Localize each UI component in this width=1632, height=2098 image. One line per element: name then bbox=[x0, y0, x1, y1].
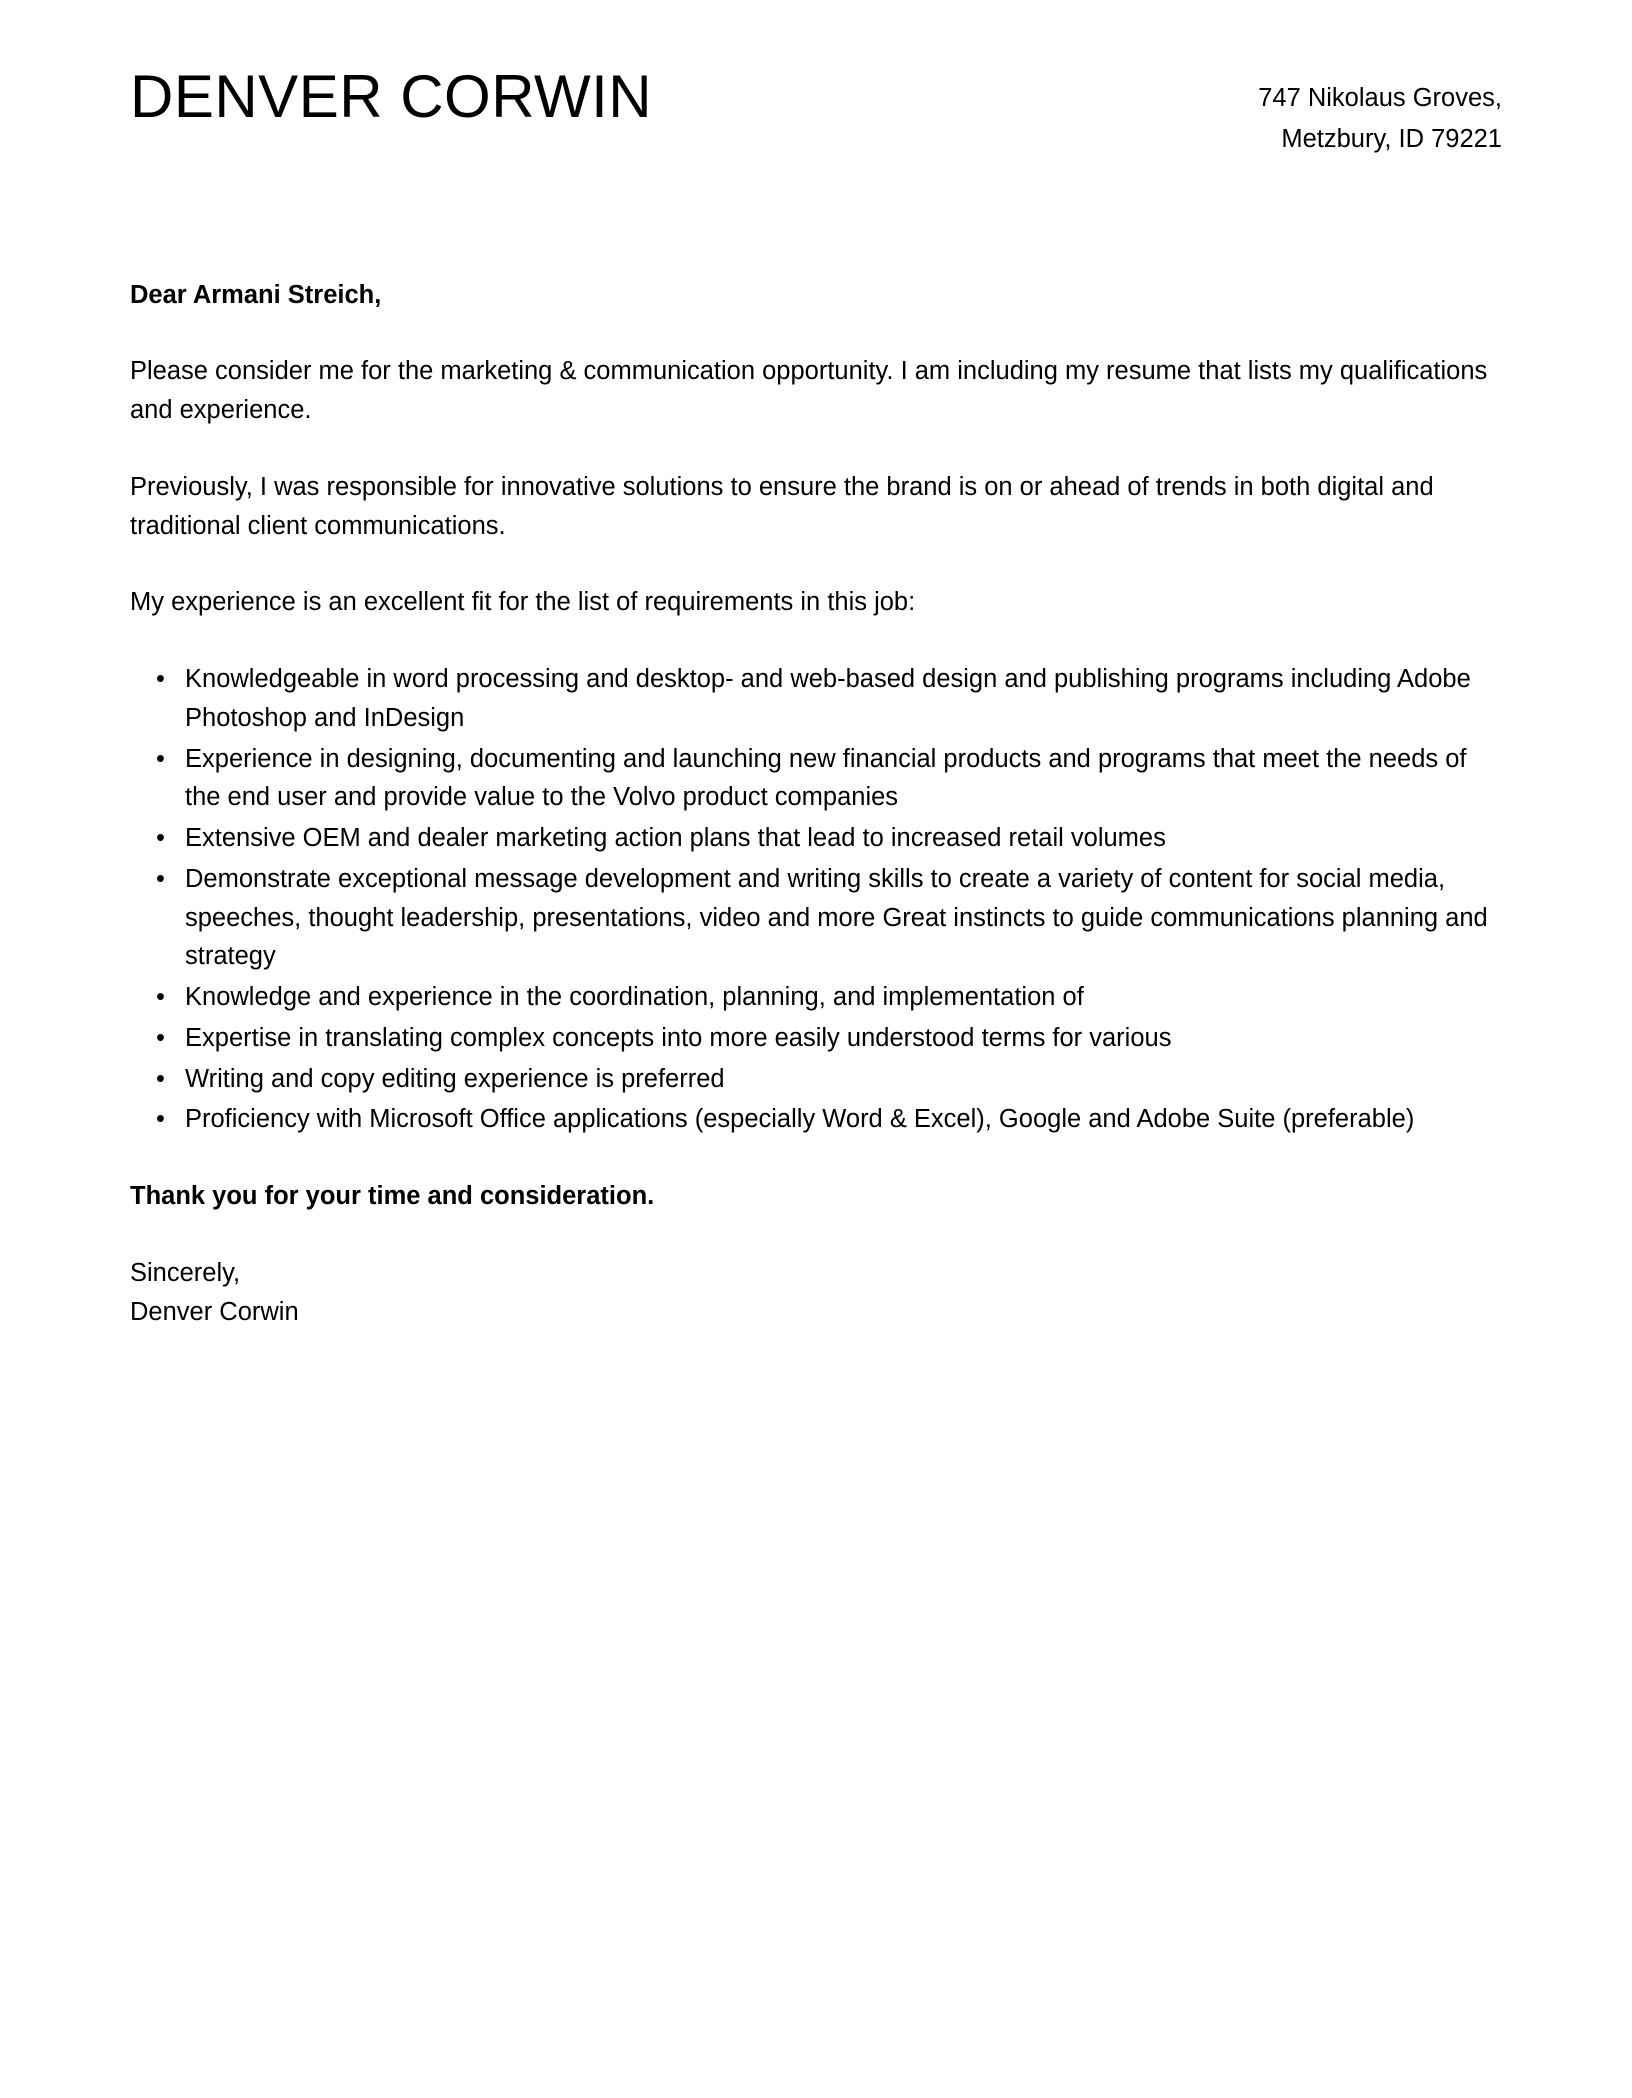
closing-thanks: Thank you for your time and consideration. bbox=[130, 1182, 655, 1211]
page-title: DENVER CORWIN bbox=[130, 63, 653, 130]
list-item-label: Experience in designing, documenting and launching new financial products and programs that meet the needs of the end user and provide value to the Volvo product companies bbox=[185, 744, 1467, 812]
bullet-point-icon: • bbox=[156, 1105, 165, 1134]
list-item bbox=[130, 819, 1502, 858]
experience-paragraph: Previously, I was responsible for innovative solutions to ensure the brand is on or ahead of trends in both digital and traditional client communications. bbox=[130, 472, 1434, 540]
signature-name: Denver Corwin bbox=[130, 1297, 299, 1326]
signoff: Sincerely, bbox=[130, 1258, 241, 1287]
bullet-point-icon: • bbox=[156, 824, 165, 853]
list-item bbox=[130, 1019, 1502, 1058]
sender-address-block bbox=[1258, 62, 1502, 161]
list-item bbox=[130, 1060, 1502, 1099]
address-line-city-state-zip: Metzbury, ID 79221 bbox=[1281, 125, 1502, 154]
list-item-label: Proficiency with Microsoft Office applications (especially Word & Excel), Google and Adobe Suite (preferable) bbox=[185, 1105, 1415, 1134]
bullet-point-icon: • bbox=[156, 744, 165, 773]
list-item bbox=[130, 1100, 1502, 1139]
bullet-point-icon: • bbox=[156, 1064, 165, 1093]
list-item bbox=[130, 978, 1502, 1017]
bullet-point-icon: • bbox=[156, 864, 165, 893]
list-item bbox=[130, 860, 1502, 976]
list-item-label: Knowledgeable in word processing and desktop- and web-based design and publishing programs including Adobe Photoshop and InDesign bbox=[185, 665, 1471, 732]
requirements-list bbox=[130, 660, 1502, 1139]
letter-body bbox=[130, 276, 1502, 1332]
letter-header bbox=[130, 0, 1502, 161]
list-item-label: Extensive OEM and dealer marketing action plans that lead to increased retail volumes bbox=[185, 824, 1166, 853]
signature-block bbox=[130, 1254, 1502, 1332]
bullet-point-icon: • bbox=[156, 983, 165, 1012]
requirements-lead-in: My experience is an excellent fit for the list of requirements in this job: bbox=[130, 588, 916, 617]
intro-paragraph: Please consider me for the marketing & communication opportunity. I am including my resume that lists my qualifications and experience. bbox=[130, 357, 1488, 425]
list-item-label: Knowledge and experience in the coordination, planning, and implementation of bbox=[185, 983, 1084, 1012]
list-item-label: Demonstrate exceptional message development and writing skills to create a variety of content for social media, speeches, thought leadership, presentations, video and more Great instincts to guide communications planning and strategy bbox=[185, 864, 1488, 971]
bullet-point-icon: • bbox=[156, 665, 165, 694]
list-item bbox=[130, 740, 1502, 818]
bullet-point-icon: • bbox=[156, 1023, 165, 1052]
letter-sheet bbox=[130, 0, 1502, 1331]
address-line-street: 747 Nikolaus Groves, bbox=[1258, 84, 1502, 112]
list-item-label: Writing and copy editing experience is preferred bbox=[185, 1064, 725, 1093]
salutation: Dear Armani Streich, bbox=[130, 280, 382, 309]
list-item-label: Expertise in translating complex concepts into more easily understood terms for various bbox=[185, 1023, 1172, 1052]
list-item bbox=[130, 660, 1502, 738]
